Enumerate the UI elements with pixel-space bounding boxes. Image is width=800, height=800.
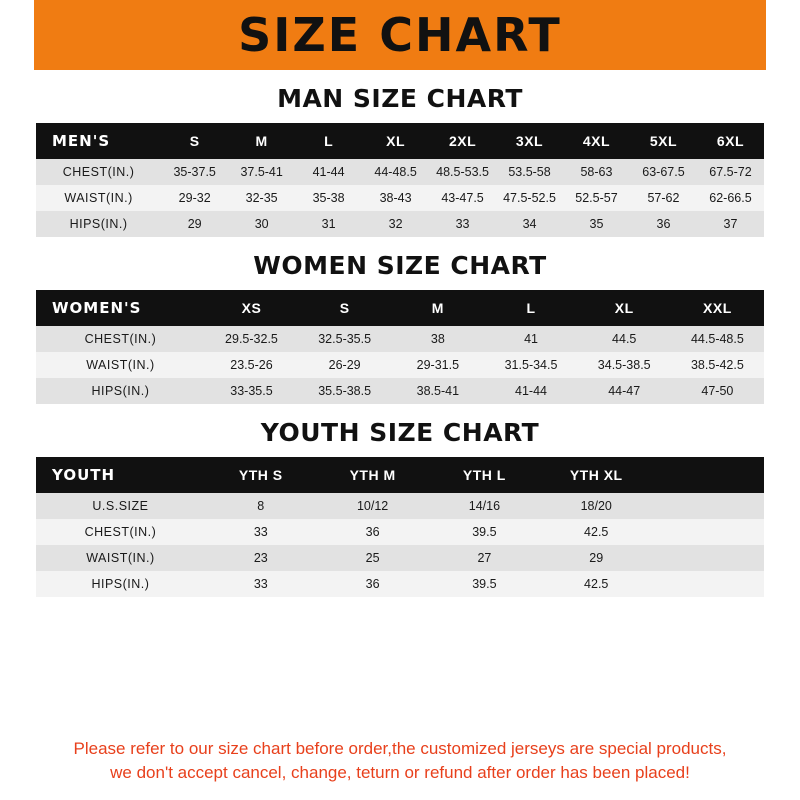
women-cell: 44-47 (578, 378, 671, 404)
youth-row-label: CHEST(IN.) (36, 519, 205, 545)
women-cell: 31.5-34.5 (484, 352, 577, 378)
men-cell: 44-48.5 (362, 159, 429, 185)
women-cell: 47-50 (671, 378, 764, 404)
women-size-header: XL (578, 290, 671, 326)
table-row (36, 378, 764, 404)
men-cell: 32 (362, 211, 429, 237)
youth-cell: 33 (205, 519, 317, 545)
women-size-section (0, 251, 800, 404)
page-title: SIZE CHART (238, 8, 562, 62)
women-cell: 44.5 (578, 326, 671, 352)
men-row-label: WAIST(IN.) (36, 185, 161, 211)
header-banner (0, 0, 800, 70)
women-cell: 33-35.5 (205, 378, 298, 404)
women-corner-label: WOMEN'S (36, 290, 205, 326)
men-cell: 32-35 (228, 185, 295, 211)
women-table-header (36, 290, 764, 326)
youth-cell: 39.5 (429, 571, 541, 597)
youth-size-section (0, 418, 800, 597)
men-table-header (36, 123, 764, 159)
women-cell: 38.5-42.5 (671, 352, 764, 378)
men-cell: 43-47.5 (429, 185, 496, 211)
men-cell: 33 (429, 211, 496, 237)
men-cell: 67.5-72 (697, 159, 764, 185)
women-cell: 41-44 (484, 378, 577, 404)
youth-cell-spacer (652, 493, 764, 519)
table-row (36, 493, 764, 519)
women-cell: 29-31.5 (391, 352, 484, 378)
men-header-row (36, 123, 764, 159)
table-row (36, 159, 764, 185)
men-cell: 48.5-53.5 (429, 159, 496, 185)
men-cell: 53.5-58 (496, 159, 563, 185)
table-row (36, 571, 764, 597)
youth-corner-label: YOUTH (36, 457, 205, 493)
men-table-body (36, 159, 764, 237)
youth-size-table (36, 457, 764, 597)
women-row-label: CHEST(IN.) (36, 326, 205, 352)
men-cell: 29 (161, 211, 228, 237)
men-row-label: HIPS(IN.) (36, 211, 161, 237)
table-row (36, 545, 764, 571)
women-cell: 26-29 (298, 352, 391, 378)
men-size-header: XL (362, 123, 429, 159)
women-cell: 44.5-48.5 (671, 326, 764, 352)
youth-size-header-spacer (652, 457, 764, 493)
youth-table-header (36, 457, 764, 493)
men-cell: 38-43 (362, 185, 429, 211)
women-cell: 32.5-35.5 (298, 326, 391, 352)
men-cell: 37.5-41 (228, 159, 295, 185)
men-cell: 35-37.5 (161, 159, 228, 185)
men-size-header: 6XL (697, 123, 764, 159)
men-corner-label: MEN'S (36, 123, 161, 159)
men-cell: 36 (630, 211, 697, 237)
women-size-header: M (391, 290, 484, 326)
women-cell: 41 (484, 326, 577, 352)
youth-cell-spacer (652, 571, 764, 597)
footer-line-2: we don't accept cancel, change, teturn or refund after order has been placed! (110, 763, 690, 783)
women-size-header: XS (205, 290, 298, 326)
youth-cell: 8 (205, 493, 317, 519)
men-size-table (36, 123, 764, 237)
men-cell: 52.5-57 (563, 185, 630, 211)
men-cell: 35-38 (295, 185, 362, 211)
men-size-header: 2XL (429, 123, 496, 159)
footer-line-1: Please refer to our size chart before order,the customized jerseys are special products, (73, 738, 727, 758)
men-size-header: 5XL (630, 123, 697, 159)
table-row (36, 519, 764, 545)
youth-cell: 36 (317, 519, 429, 545)
footer-disclaimer (0, 737, 800, 786)
women-cell: 23.5-26 (205, 352, 298, 378)
men-size-header: 3XL (496, 123, 563, 159)
women-cell: 38 (391, 326, 484, 352)
youth-cell: 33 (205, 571, 317, 597)
men-cell: 63-67.5 (630, 159, 697, 185)
women-row-label: WAIST(IN.) (36, 352, 205, 378)
men-cell: 31 (295, 211, 362, 237)
table-row (36, 352, 764, 378)
women-header-row (36, 290, 764, 326)
men-cell: 47.5-52.5 (496, 185, 563, 211)
table-row (36, 326, 764, 352)
men-size-header: L (295, 123, 362, 159)
men-cell: 29-32 (161, 185, 228, 211)
women-cell: 34.5-38.5 (578, 352, 671, 378)
youth-cell: 29 (540, 545, 652, 571)
youth-size-header: YTH L (429, 457, 541, 493)
men-size-header: M (228, 123, 295, 159)
women-size-header: XXL (671, 290, 764, 326)
youth-cell: 39.5 (429, 519, 541, 545)
table-row (36, 185, 764, 211)
youth-size-header: YTH S (205, 457, 317, 493)
youth-size-header: YTH XL (540, 457, 652, 493)
women-cell: 38.5-41 (391, 378, 484, 404)
youth-cell: 42.5 (540, 519, 652, 545)
men-cell: 30 (228, 211, 295, 237)
youth-cell: 25 (317, 545, 429, 571)
men-cell: 35 (563, 211, 630, 237)
men-size-section (0, 84, 800, 237)
youth-row-label: HIPS(IN.) (36, 571, 205, 597)
youth-row-label: WAIST(IN.) (36, 545, 205, 571)
youth-table-body (36, 493, 764, 597)
youth-row-label: U.S.SIZE (36, 493, 205, 519)
women-row-label: HIPS(IN.) (36, 378, 205, 404)
youth-section-title: YOUTH SIZE CHART (260, 418, 540, 447)
men-cell: 58-63 (563, 159, 630, 185)
men-row-label: CHEST(IN.) (36, 159, 161, 185)
men-cell: 62-66.5 (697, 185, 764, 211)
table-row (36, 211, 764, 237)
youth-cell: 18/20 (540, 493, 652, 519)
men-cell: 37 (697, 211, 764, 237)
men-cell: 34 (496, 211, 563, 237)
men-section-title: MAN SIZE CHART (277, 84, 523, 113)
men-cell: 41-44 (295, 159, 362, 185)
men-size-header: S (161, 123, 228, 159)
youth-cell: 42.5 (540, 571, 652, 597)
women-section-title: WOMEN SIZE CHART (253, 251, 547, 280)
youth-cell: 23 (205, 545, 317, 571)
women-size-header: S (298, 290, 391, 326)
women-size-table (36, 290, 764, 404)
women-table-body (36, 326, 764, 404)
youth-cell: 14/16 (429, 493, 541, 519)
women-cell: 29.5-32.5 (205, 326, 298, 352)
men-cell: 57-62 (630, 185, 697, 211)
youth-cell-spacer (652, 545, 764, 571)
youth-cell-spacer (652, 519, 764, 545)
women-cell: 35.5-38.5 (298, 378, 391, 404)
women-size-header: L (484, 290, 577, 326)
youth-header-row (36, 457, 764, 493)
youth-size-header: YTH M (317, 457, 429, 493)
youth-cell: 10/12 (317, 493, 429, 519)
men-size-header: 4XL (563, 123, 630, 159)
youth-cell: 27 (429, 545, 541, 571)
youth-cell: 36 (317, 571, 429, 597)
